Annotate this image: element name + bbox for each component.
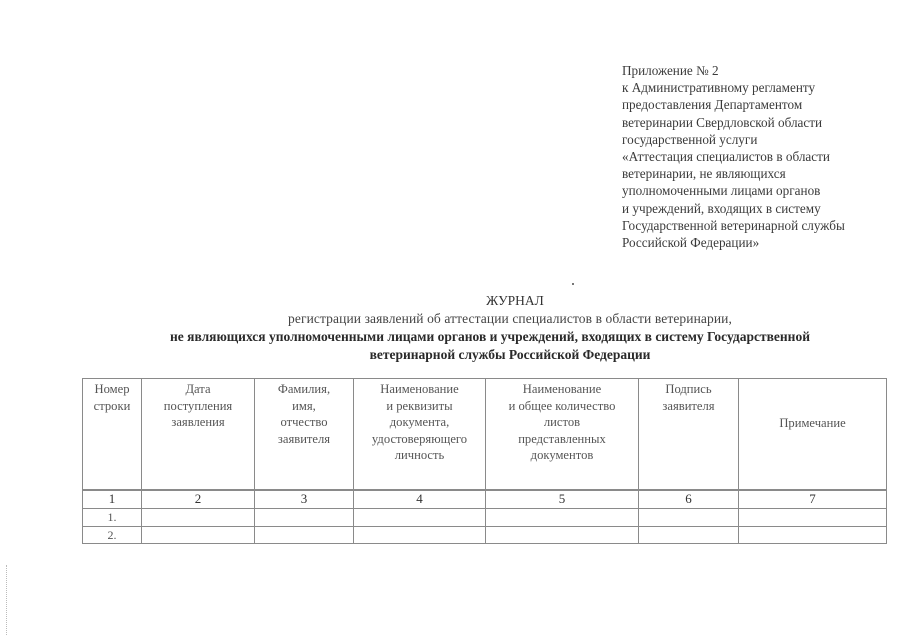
header-note: [739, 379, 887, 491]
scan-edge-mark: [6, 565, 8, 635]
table-cell: 1.: [83, 509, 142, 527]
column-number: 7: [739, 490, 887, 509]
table-cell: [255, 509, 354, 527]
header-text: листов: [543, 415, 581, 429]
table-cell: [739, 509, 887, 527]
table-cell: [354, 526, 486, 544]
table-cell: [486, 509, 639, 527]
column-number: 5: [486, 490, 639, 509]
header-text: заявления: [171, 415, 225, 429]
appendix-line: и учреждений, входящих в систему: [622, 200, 821, 216]
column-number: 6: [639, 490, 739, 509]
appendix-line: «Аттестация специалистов в области: [622, 149, 830, 165]
appendix-line: ветеринарии Свердловской области: [622, 114, 823, 130]
header-text: документов: [530, 448, 594, 462]
column-number-row: [83, 490, 887, 509]
appendix-line: Приложение № 2: [622, 63, 719, 78]
header-text: заявителя: [662, 398, 715, 413]
table-cell: [142, 509, 255, 527]
title-line-1: регистрации заявлений об аттестации специалистов в области ветеринарии,: [288, 311, 732, 326]
appendix-line: к Административному регламенту: [622, 80, 816, 96]
header-full-name: [255, 379, 354, 491]
header-text: Дата: [185, 382, 211, 396]
header-text: Наименование: [522, 382, 602, 396]
header-text: и общее количество: [508, 398, 616, 413]
header-text: строки: [93, 398, 131, 413]
table-cell: [639, 526, 739, 544]
header-text: личность: [394, 448, 445, 462]
title-line-2: не являющихся уполномоченными лицами органов и учреждений, входящих в систему Государственной: [170, 329, 810, 344]
header-text: Наименование: [380, 382, 459, 396]
table-cell: [739, 526, 887, 544]
table-row: [83, 509, 887, 527]
appendix-block: [622, 62, 897, 251]
appendix-line: Государственной ветеринарной службы: [622, 217, 845, 233]
column-number: 4: [354, 490, 486, 509]
header-text: поступления: [163, 398, 233, 413]
header-text: отчество: [280, 415, 328, 429]
header-documents-count: [486, 379, 639, 491]
appendix-line: предоставления Департаментом: [622, 97, 803, 113]
table-row: [83, 526, 887, 544]
header-signature: [639, 379, 739, 491]
header-text: Примечание: [779, 415, 846, 430]
header-id-document: [354, 379, 486, 491]
header-text: и реквизиты: [386, 398, 453, 413]
header-text: Подпись: [665, 382, 712, 396]
header-text: Фамилия,: [277, 382, 331, 396]
journal-table: [82, 378, 887, 544]
table-cell: [354, 509, 486, 527]
appendix-line: Российской Федерации»: [622, 235, 760, 251]
header-date-received: [142, 379, 255, 491]
column-number: 2: [142, 490, 255, 509]
table-cell: [142, 526, 255, 544]
header-row-number: [83, 379, 142, 491]
table-cell: 2.: [83, 526, 142, 544]
title-heading: ЖУРНАЛ: [486, 293, 544, 308]
header-text: имя,: [292, 398, 316, 413]
table-cell: [639, 509, 739, 527]
header-text: удостоверяющего: [371, 431, 468, 446]
column-number: 1: [83, 490, 142, 509]
appendix-line: ветеринарии, не являющихся: [622, 166, 786, 182]
header-row: [83, 379, 887, 491]
header-text: заявителя: [277, 431, 331, 446]
table-cell: [255, 526, 354, 544]
appendix-line: государственной услуги: [622, 131, 758, 147]
header-text: документа,: [389, 415, 450, 429]
table-cell: [486, 526, 639, 544]
header-text: представленных: [518, 431, 606, 446]
header-text: Номер: [94, 382, 130, 396]
scan-speck: [572, 283, 574, 285]
journal-title: [120, 292, 900, 364]
column-number: 3: [255, 490, 354, 509]
appendix-line: уполномоченными лицами органов: [622, 183, 821, 199]
title-line-3: ветеринарной службы Российской Федерации: [369, 347, 651, 362]
